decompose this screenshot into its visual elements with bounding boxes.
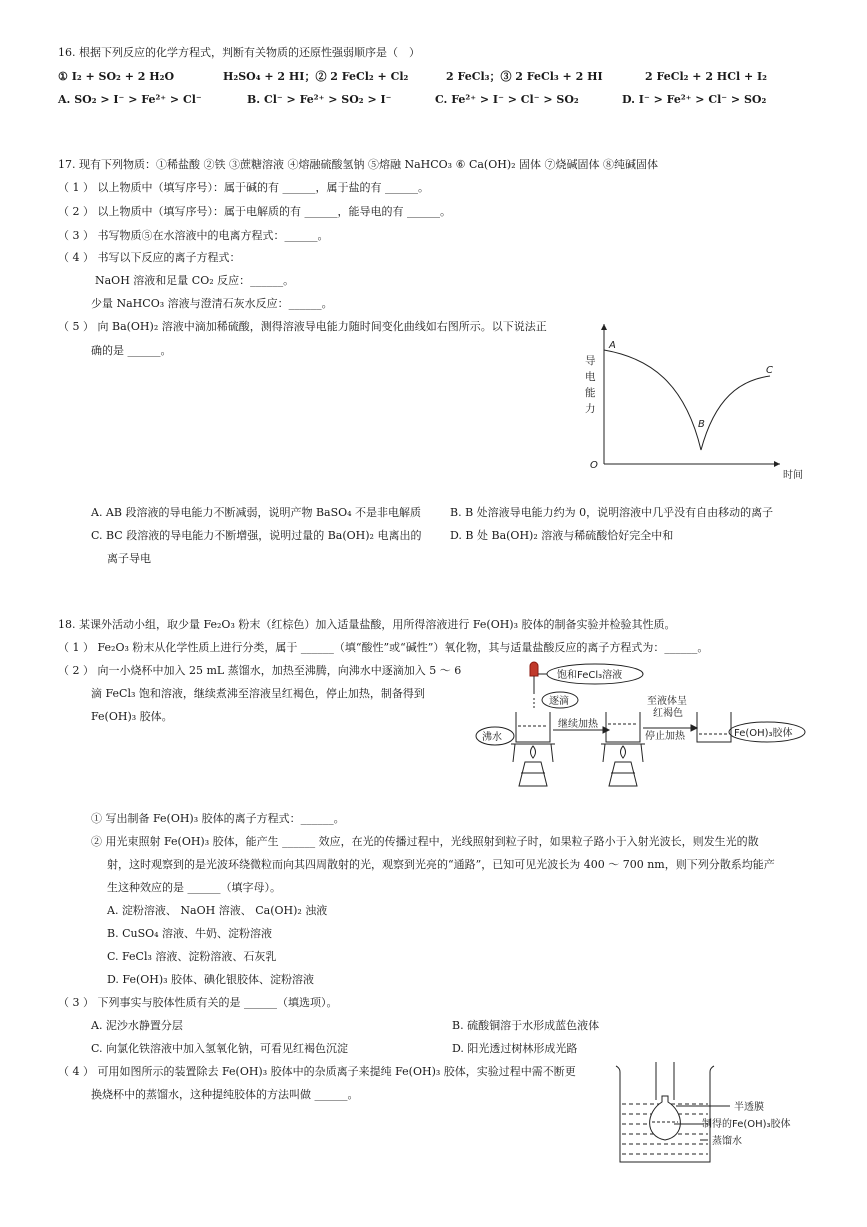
q18-sub-1: ① 写出制备 Fe(OH)₃ 胶体的离子方程式：______。 <box>91 812 345 825</box>
q16-equation-1: ① I₂ + SO₂ + 2 H₂O <box>58 70 175 83</box>
q18-sub-2-line3: 生这种效应的是 ______（填字母）。 <box>107 881 281 894</box>
q18-sub-2-option-c: C. FeCl₃ 溶液、淀粉溶液、石灰乳 <box>107 950 277 963</box>
label-boiling: 沸水 <box>482 732 502 743</box>
membrane-bag <box>650 1096 681 1140</box>
graph-ylabel-2: 电 <box>585 371 596 383</box>
q17-option-a: A. AB 段溶液的导电能力不断减弱，说明产物 BaSO₄ 不是非电解质 <box>91 506 422 519</box>
q17-part-5-line1: （ 5 ） 向 Ba(OH)₂ 溶液中滴加稀硫酸，测得溶液导电能力随时间变化曲线如右图所示。以下说法正 <box>58 320 547 333</box>
burner-2 <box>609 762 637 786</box>
label-red-2: 红褐色 <box>653 708 683 719</box>
graph-curve <box>604 350 770 450</box>
q18-part-3-option-a: A. 泥沙水静置分层 <box>91 1019 183 1032</box>
burner-1 <box>519 762 547 786</box>
dropper-bulb <box>530 662 538 676</box>
q16-equation-1-product: H₂SO₄ + 2 HI；② 2 FeCl₂ + Cl₂ <box>223 70 409 83</box>
label-continue-heat: 继续加热 <box>558 719 598 730</box>
q17-part-4a: NaOH 溶液和足量 CO₂ 反应：______。 <box>95 274 295 287</box>
graph-point-b: B <box>698 419 705 430</box>
q17-part-4b: 少量 NaHCO₃ 溶液与澄清石灰水反应：______。 <box>91 297 333 310</box>
q17-part-1: （ 1 ） 以上物质中（填写序号）：属于碱的有 ______，属于盐的有 ______。 <box>58 181 429 194</box>
q18-part-3: （ 3 ） 下列事实与胶体性质有关的是 ______（填选项）。 <box>58 996 338 1009</box>
label-stop-heat: 停止加热 <box>645 731 685 742</box>
q18-sub-2-line2: 射，这时观察到的是光波环绕微粒而向其四周散射的光，观察到光亮的“通路”，已知可见光波长为 400 ～ 700 nm，则下列分散系均能产 <box>107 858 775 871</box>
q18-part-3-option-c: C. 向氯化铁溶液中加入氢氧化钠，可看见红褐色沉淀 <box>91 1042 349 1055</box>
label-red-1: 至液体呈 <box>647 696 687 707</box>
burner-1-flame <box>531 746 536 758</box>
q18-stem: 18. 某课外活动小组，取少量 Fe₂O₃ 粉末（红棕色）加入适量盐酸，用所得溶液进行 Fe(OH)₃ 胶体的制备实验并检验其性质。 <box>58 618 676 631</box>
q18-part-3-option-d: D. 阳光透过树林形成光路 <box>452 1042 578 1055</box>
graph-origin-label: O <box>590 460 598 471</box>
beaker-3 <box>697 712 731 742</box>
q17-option-b: B. B 处溶液导电能力约为 0，说明溶液中几乎没有自由移动的离子 <box>450 506 774 519</box>
q18-part-2-line3: Fe(OH)₃ 胶体。 <box>91 710 173 723</box>
q16-option-c: C. Fe²⁺ > I⁻ > Cl⁻ > SO₂ <box>435 93 579 106</box>
q16-option-a: A. SO₂ > I⁻ > Fe²⁺ > Cl⁻ <box>58 93 202 106</box>
label-colloid: Fe(OH)₃胶体 <box>734 728 793 739</box>
graph-ylabel-3: 能 <box>585 387 596 399</box>
q18-part-4-line2: 换烧杯中的蒸馏水，这种提纯胶体的方法叫做 ______。 <box>91 1088 359 1101</box>
q18-sub-2-option-d: D. Fe(OH)₃ 胶体、碘化银胶体、淀粉溶液 <box>107 973 315 986</box>
q16-stem: 16. 根据下列反应的化学方程式，判断有关物质的还原性强弱顺序是（ ） <box>58 46 420 59</box>
q17-stem: 17. 现有下列物质：①稀盐酸 ②铁 ③蔗糖溶液 ④熔融硫酸氢钠 ⑤熔融 NaHCO₃ ⑥ Ca(OH)₂ 固体 ⑦烧碱固体 ⑧纯碱固体 <box>58 158 659 171</box>
q17-option-d: D. B 处 Ba(OH)₂ 溶液与稀硫酸恰好完全中和 <box>450 529 674 542</box>
graph-point-a: A <box>609 340 616 351</box>
q16-option-d: D. I⁻ > Fe²⁺ > Cl⁻ > SO₂ <box>622 93 767 106</box>
q17-part-2: （ 2 ） 以上物质中（填写序号）：属于电解质的有 ______，能导电的有 ______。 <box>58 205 451 218</box>
q18-sub-2-line1: ② 用光束照射 Fe(OH)₃ 胶体，能产生 ______ 效应，在光的传播过程中，光线照射到粒子时，如果粒子路小于入射光波长，则发生光的散 <box>91 835 759 848</box>
colloid-prep-figure <box>475 660 815 796</box>
q18-part-1: （ 1 ） Fe₂O₃ 粉末从化学性质上进行分类，属于 ______（填“酸性”或“碱性”）氧化物，其与适量盐酸反应的离子方程式为：______。 <box>58 641 709 654</box>
graph-point-c: C <box>766 365 773 376</box>
q17-part-5-line2: 确的是 ______。 <box>91 344 172 357</box>
q16-option-b: B. Cl⁻ > Fe²⁺ > SO₂ > I⁻ <box>247 93 392 106</box>
burner-2-flame <box>621 746 626 758</box>
q18-part-3-option-b: B. 硫酸铜溶于水形成蓝色液体 <box>452 1019 600 1032</box>
q16-equation-3-product: 2 FeCl₂ + 2 HCl + I₂ <box>645 70 767 83</box>
graph-xlabel: 时间 <box>783 470 803 481</box>
q18-part-2-line2: 滴 FeCl₃ 饱和溶液，继续煮沸至溶液呈红褐色，停止加热，制备得到 <box>91 687 425 700</box>
graph-ylabel-1: 导 <box>585 355 596 367</box>
graph-ylabel-4: 力 <box>585 403 596 415</box>
beaker-1 <box>516 712 550 742</box>
q17-part-4: （ 4 ） 书写以下反应的离子方程式： <box>58 251 241 264</box>
q17-part-3: （ 3 ） 书写物质⑤在水溶液中的电离方程式：______。 <box>58 229 329 242</box>
dialysis-figure <box>612 1062 812 1172</box>
beaker-2 <box>606 712 640 742</box>
label-water: 蒸馏水 <box>712 1136 742 1147</box>
q17-option-c: C. BC 段溶液的导电能力不断增强，说明过量的 Ba(OH)₂ 电离出的 <box>91 529 422 542</box>
conductivity-graph <box>580 318 810 483</box>
q16-equation-2-product: 2 FeCl₃；③ 2 FeCl₃ + 2 HI <box>446 70 603 83</box>
label-colloid: 制得的Fe(OH)₃胶体 <box>702 1119 791 1130</box>
q18-part-4-line1: （ 4 ） 可用如图所示的装置除去 Fe(OH)₃ 胶体中的杂质离子来提纯 Fe(OH)₃ 胶体，实验过程中需不断更 <box>58 1065 576 1078</box>
q18-part-2-line1: （ 2 ） 向一小烧杯中加入 25 mL 蒸馏水，加热至沸腾，向沸水中逐滴加入 5 ～ 6 <box>58 664 462 677</box>
label-saturated: 饱和FeCl₃溶液 <box>557 670 623 681</box>
q18-sub-2-option-a: A. 淀粉溶液、 NaOH 溶液、 Ca(OH)₂ 浊液 <box>107 904 328 917</box>
label-dropwise: 逐滴 <box>549 696 569 707</box>
q18-sub-2-option-b: B. CuSO₄ 溶液、牛奶、淀粉溶液 <box>107 927 273 940</box>
label-membrane: 半透膜 <box>734 1102 764 1113</box>
q17-option-c-cont: 离子导电 <box>107 552 151 565</box>
